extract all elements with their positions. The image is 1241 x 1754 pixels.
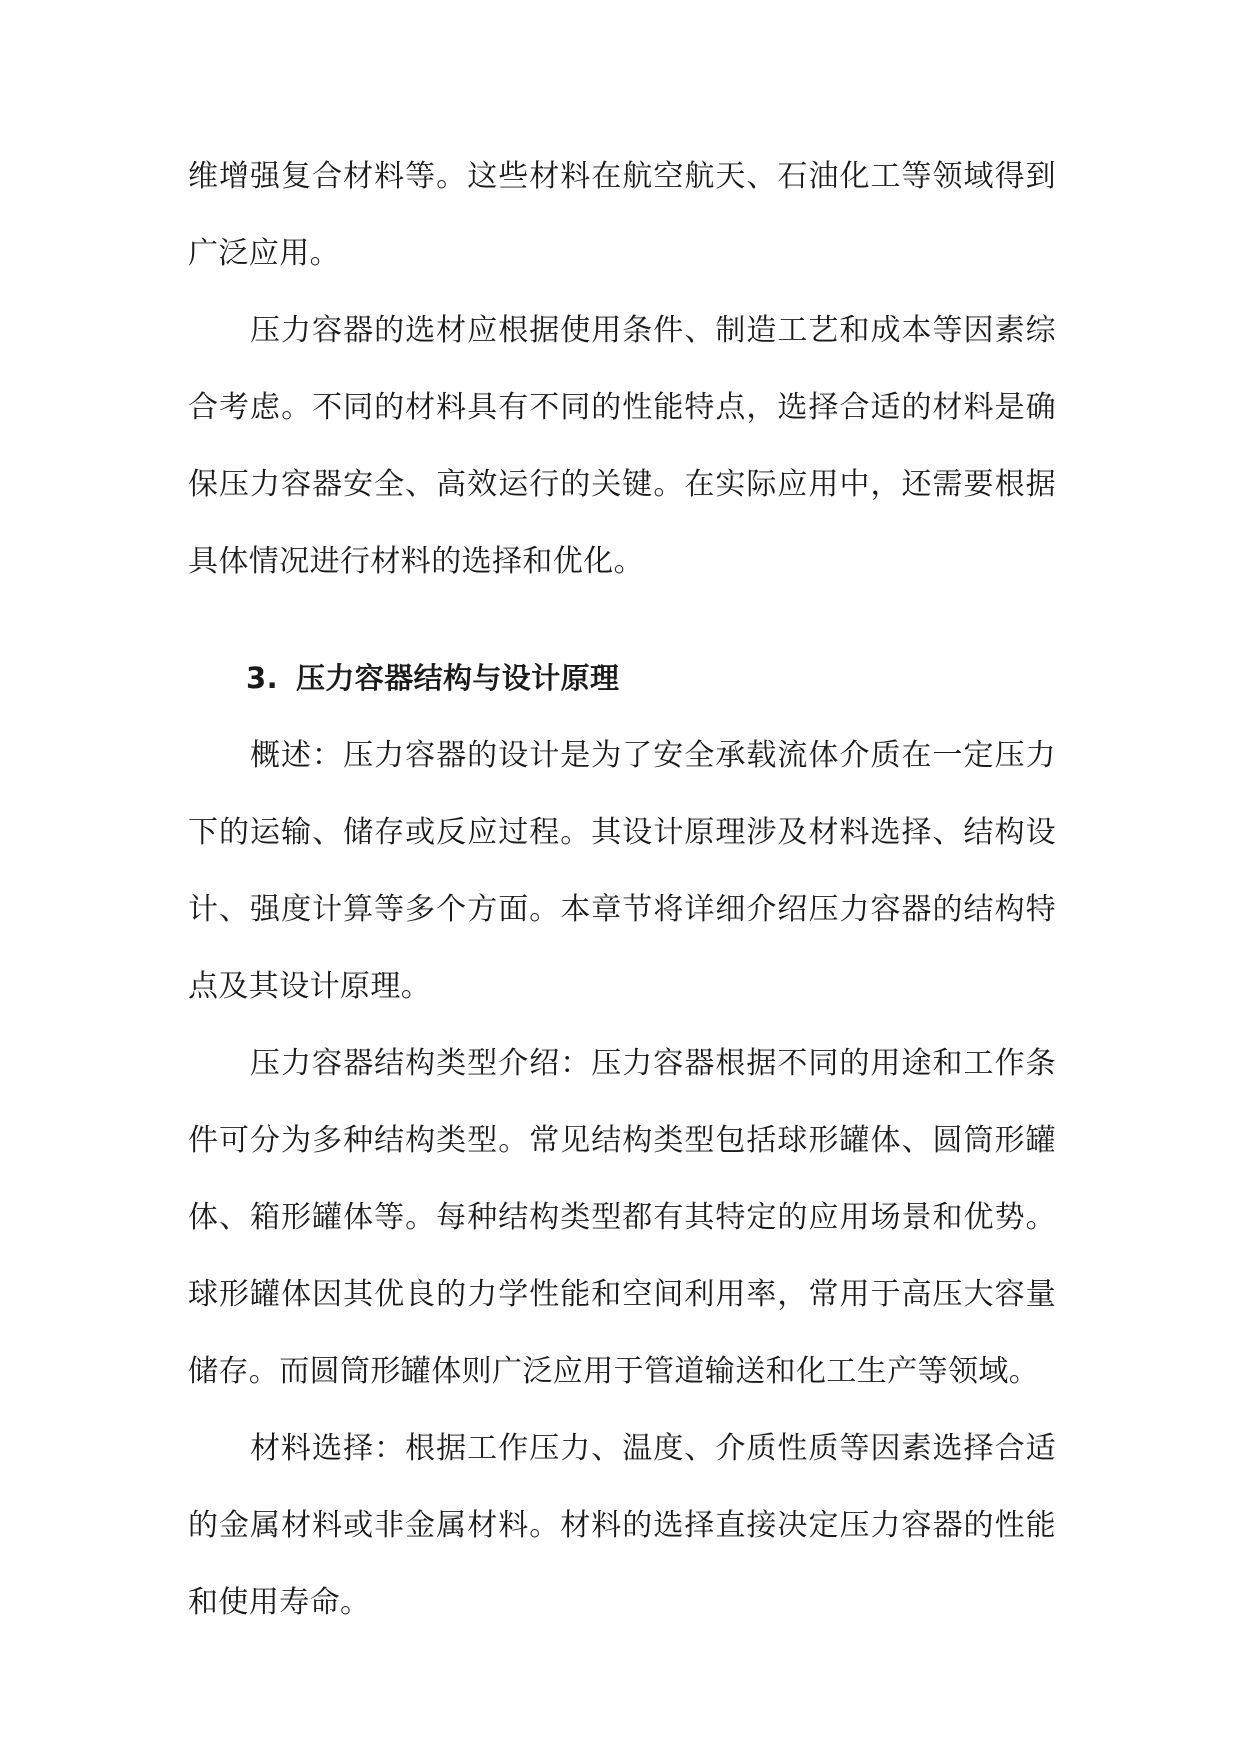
paragraph-overview: 概述：压力容器的设计是为了安全承载流体介质在一定压力下的运输、储存或反应过程。其设计原理涉及材料选择、结构设计、强度计算等多个方面。本章节将详细介绍压力容器的结构特点及其设计原理。 [188,738,1056,1004]
section-heading [188,640,1056,717]
document-body [188,138,1056,1641]
section-title: 压力容器结构与设计原理 [296,661,620,695]
section-number: 3. [246,661,278,695]
paragraph-material-choice: 材料选择：根据工作压力、温度、介质性质等因素选择合适的金属材料或非金属材料。材料的选择直接决定压力容器的性能和使用寿命。 [188,1431,1056,1620]
paragraph-material-selection: 压力容器的选材应根据使用条件、制造工艺和成本等因素综合考虑。不同的材料具有不同的性能特点，选择合适的材料是确保压力容器安全、高效运行的关键。在实际应用中，还需要根据具体情况进行材料的选择和优化。 [188,313,1056,579]
paragraph-structure-types: 压力容器结构类型介绍：压力容器根据不同的用途和工作条件可分为多种结构类型。常见结构类型包括球形罐体、圆筒形罐体、箱形罐体等。每种结构类型都有其特定的应用场景和优势。球形罐体因其优良的力学性能和空间利用率，常用于高压大容量储存。而圆筒形罐体则广泛应用于管道输送和化工生产等领域。 [188,1046,1056,1389]
paragraph-continuation: 维增强复合材料等。这些材料在航空航天、石油化工等领域得到广泛应用。 [188,159,1056,271]
